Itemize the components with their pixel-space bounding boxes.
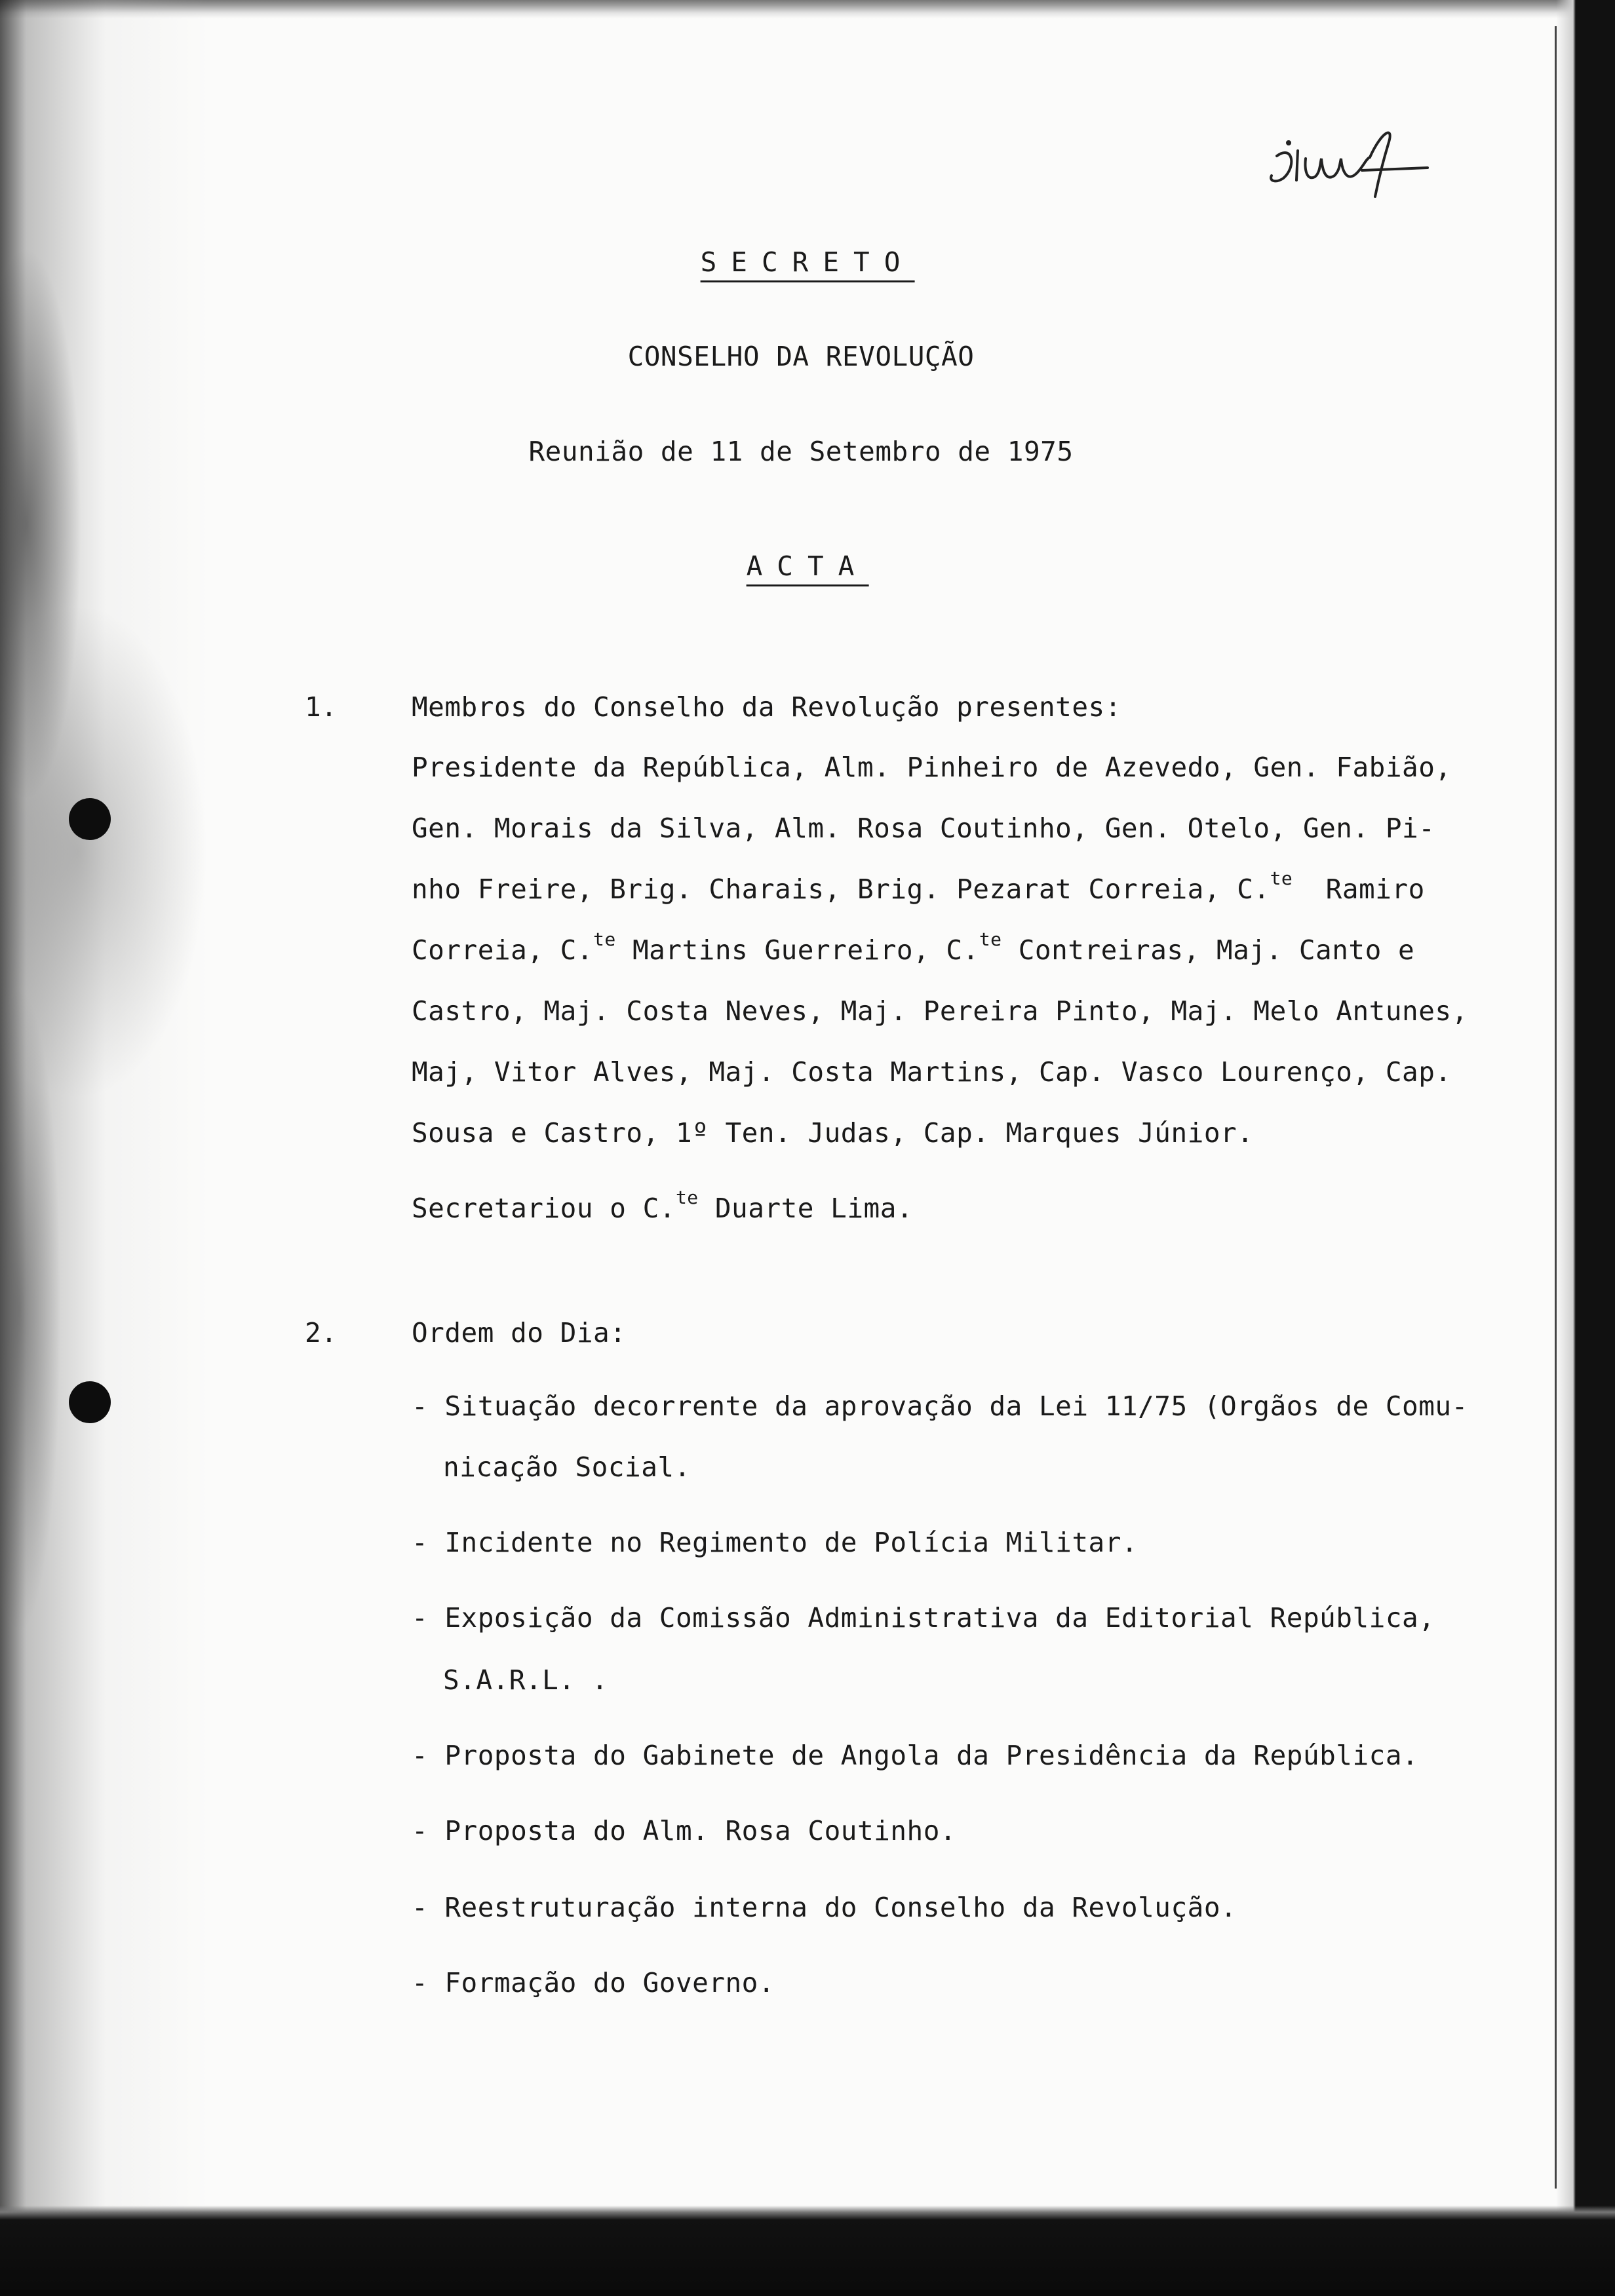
classification-heading: SECRETO bbox=[701, 246, 915, 278]
organization-title: CONSELHO DA REVOLUÇÃO bbox=[627, 341, 975, 372]
members-line: Maj, Vitor Alves, Maj. Costa Martins, Cap. Vasco Lourenço, Cap. bbox=[412, 1056, 1452, 1088]
members-line: Presidente da República, Alm. Pinheiro de Azevedo, Gen. Fabião, bbox=[412, 752, 1452, 783]
punch-hole-icon bbox=[69, 798, 111, 840]
section-heading: Membros do Conselho da Revolução presentes: bbox=[412, 691, 1121, 723]
agenda-item: - Exposição da Comissão Administrativa da Editorial República, bbox=[412, 1602, 1435, 1634]
scan-bottom-edge bbox=[0, 2206, 1615, 2296]
agenda-item: - Situação decorrente da aprovação da Lei 11/75 (Orgãos de Comu- bbox=[412, 1390, 1468, 1422]
handwritten-signature bbox=[1257, 118, 1454, 203]
members-line: nho Freire, Brig. Charais, Brig. Pezarat Correia, C.$^{te}$ Ramiro bbox=[412, 868, 1425, 905]
agenda-item: - Formação do Governo. bbox=[412, 1967, 775, 1999]
section-number: 2. bbox=[305, 1317, 338, 1349]
meeting-date: Reunião de 11 de Setembro de 1975 bbox=[528, 436, 1074, 467]
agenda-item: - Proposta do Alm. Rosa Coutinho. bbox=[412, 1815, 957, 1846]
punch-hole-icon bbox=[69, 1381, 111, 1423]
agenda-item: - Proposta do Gabinete de Angola da Presidência da República. bbox=[412, 1740, 1419, 1771]
section-number: 1. bbox=[305, 691, 338, 723]
agenda-item: - Incidente no Regimento de Polícia Militar. bbox=[412, 1527, 1138, 1558]
agenda-item-continuation: S.A.R.L. . bbox=[443, 1664, 608, 1696]
members-line: Correia, C.$^{te}$ Martins Guerreiro, C.$^{te}$ Contreiras, Maj. Canto e bbox=[412, 928, 1415, 966]
secretary-line: Secretariou o C.$^{te}$ Duarte Lima. bbox=[412, 1187, 914, 1224]
agenda-item: - Reestruturação interna do Conselho da Revolução. bbox=[412, 1892, 1237, 1923]
members-line: Castro, Maj. Costa Neves, Maj. Pereira Pinto, Maj. Melo Antunes, bbox=[412, 995, 1468, 1027]
agenda-item-continuation: nicação Social. bbox=[443, 1451, 691, 1483]
members-line: Sousa e Castro, 1º Ten. Judas, Cap. Marques Júnior. bbox=[412, 1117, 1254, 1149]
section-heading: Ordem do Dia: bbox=[412, 1317, 627, 1349]
document-type-heading: ACTA bbox=[747, 550, 869, 582]
scan-right-edge bbox=[1556, 0, 1615, 2296]
scan-left-shadow bbox=[0, 0, 302, 2296]
members-line: Gen. Morais da Silva, Alm. Rosa Coutinho, Gen. Otelo, Gen. Pi- bbox=[412, 813, 1435, 844]
